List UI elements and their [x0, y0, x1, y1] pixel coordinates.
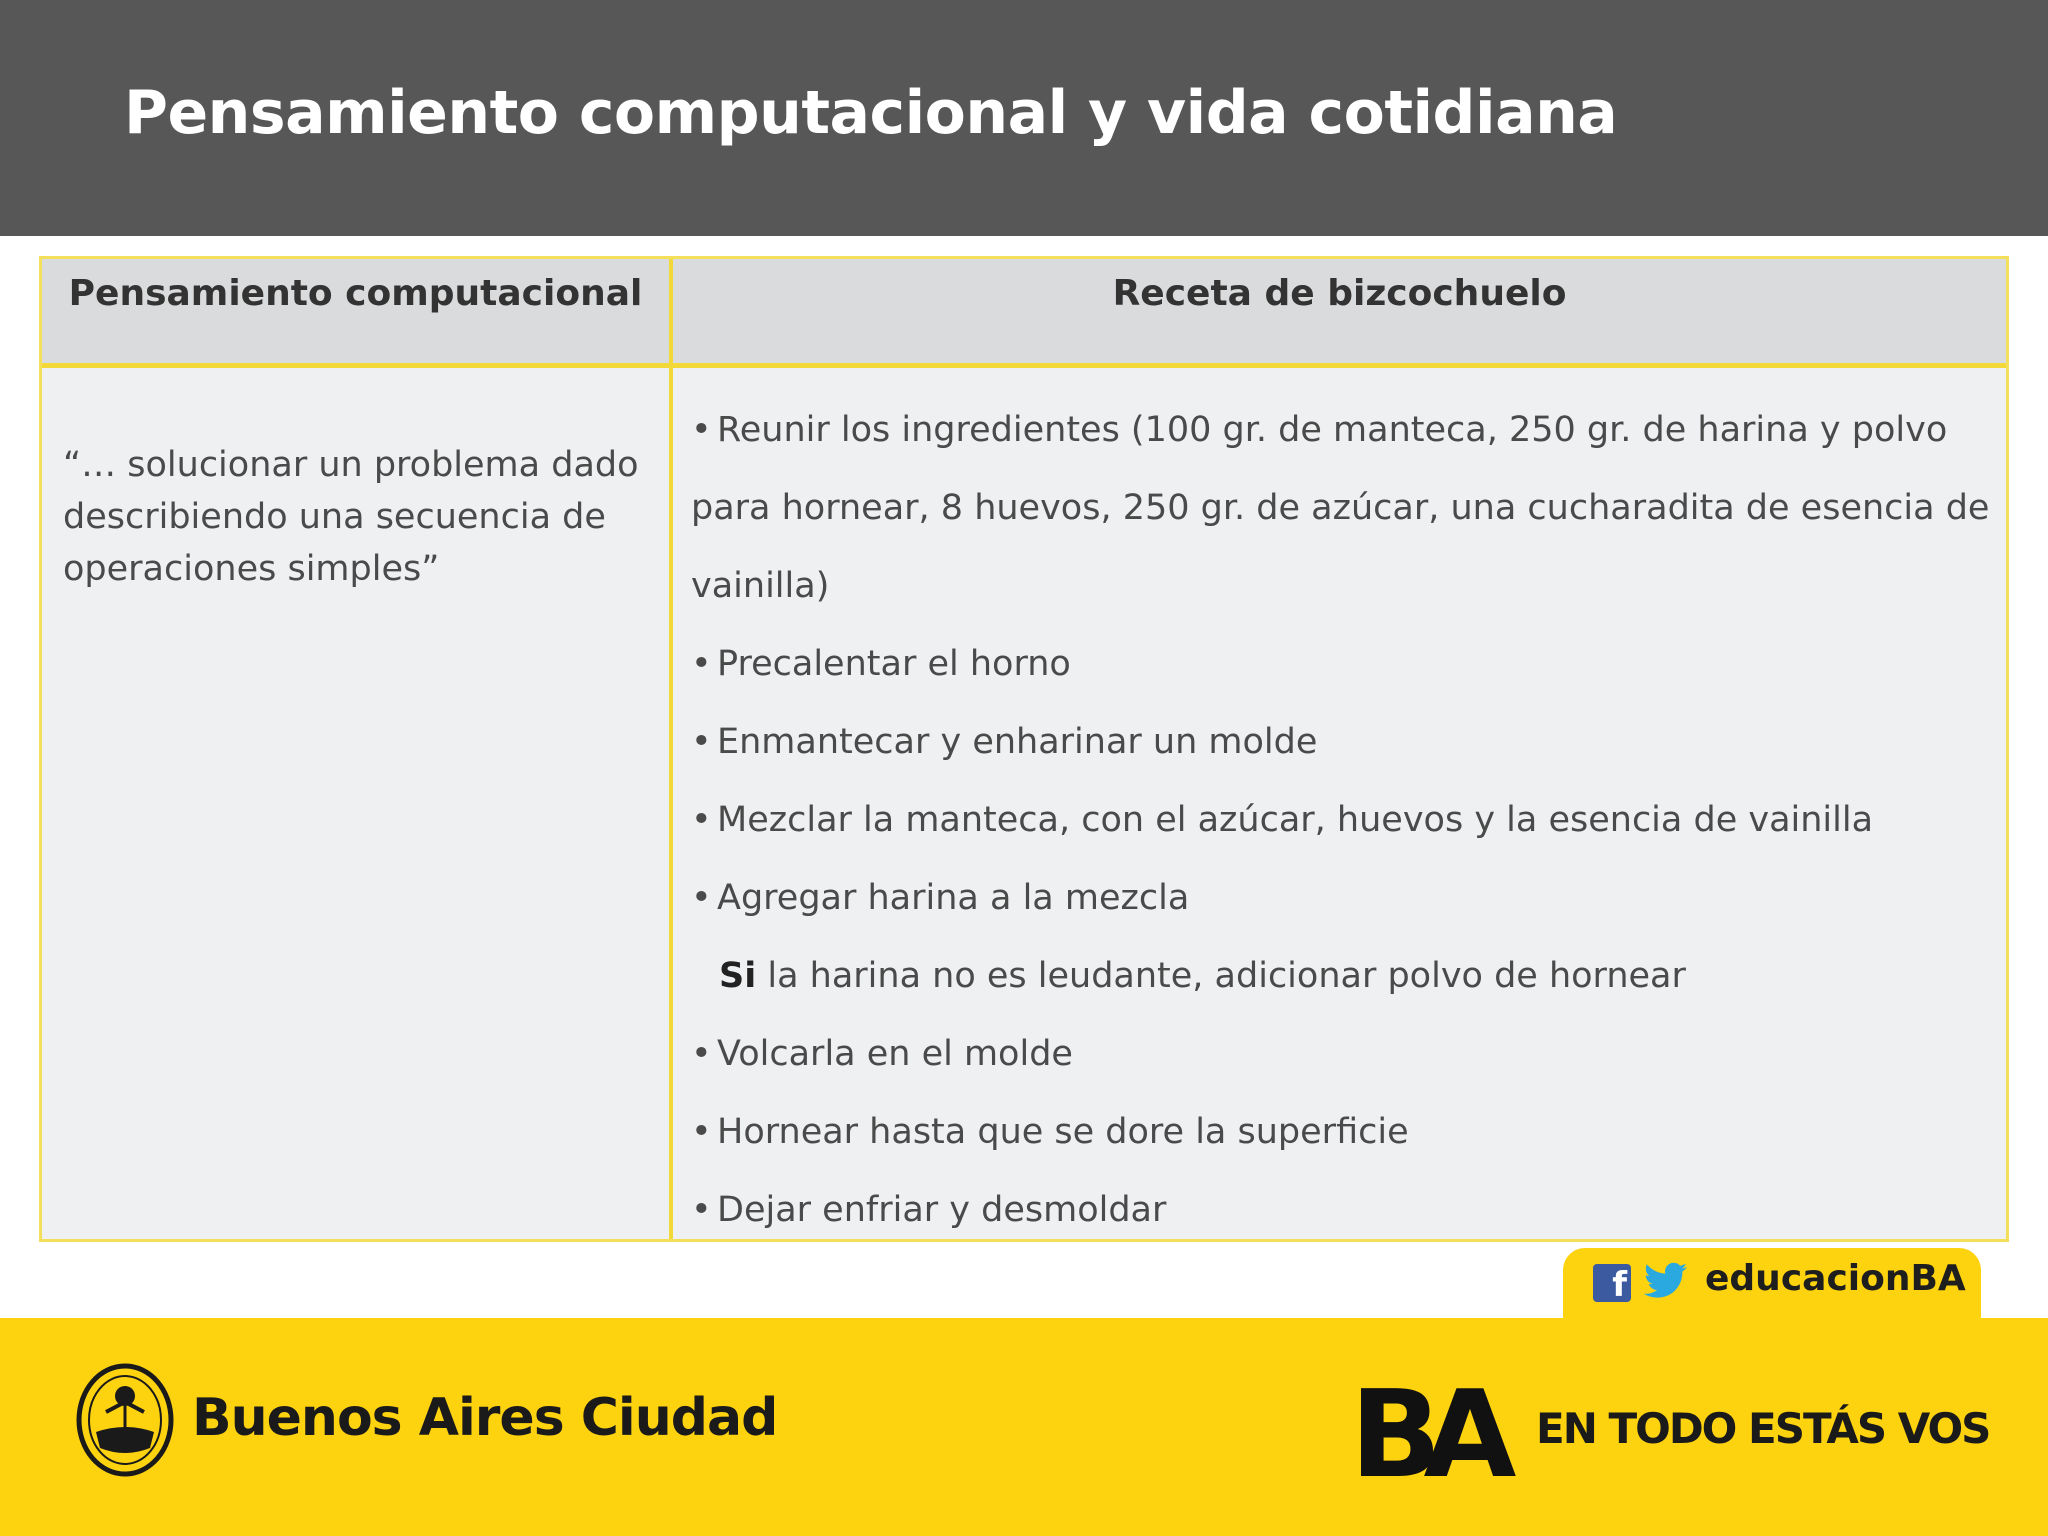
table-header-row — [42, 259, 2006, 368]
list-item: • Volcarla en el molde — [691, 1034, 1073, 1074]
list-item: • Reunir los ingredientes (100 gr. de manteca, 250 gr. de harina y polvo para hornear, 8 huevos, 250 gr. de azúcar, una cucharadita de esencia de vainilla) — [691, 410, 1990, 606]
recipe-steps-list — [691, 391, 1991, 1249]
list-item: • Hornear hasta que se dore la superficie — [691, 1112, 1409, 1152]
list-item: • Enmantecar y enharinar un molde — [691, 722, 1318, 762]
list-item: • Precalentar el horno — [691, 644, 1071, 684]
conditional-keyword: Si — [719, 956, 757, 996]
slide-header — [0, 0, 2048, 236]
twitter-icon[interactable] — [1643, 1262, 1689, 1302]
definition-quote: “… solucionar un problema dado describiendo una secuencia de operaciones simples” — [63, 445, 639, 589]
list-item: • Agregar harina a la mezcla — [691, 878, 1190, 918]
city-seal-icon — [76, 1362, 174, 1478]
slide-title: Pensamiento computacional y vida cotidiana — [124, 78, 1618, 148]
facebook-icon[interactable]: f — [1593, 1264, 1631, 1302]
ba-logo — [1350, 1380, 1526, 1488]
social-tab[interactable] — [1563, 1248, 1981, 1324]
column-divider — [669, 259, 673, 1239]
svg-text:BA: BA — [1350, 1380, 1499, 1488]
list-item: • Mezclar la manteca, con el azúcar, huevos y la esencia de vainilla — [691, 800, 1874, 840]
comparison-table — [39, 256, 2009, 1242]
conditional-step: Si la harina no es leudante, adicionar polvo de hornear — [719, 956, 1686, 996]
column-header-recipe: Receta de bizcochuelo — [1112, 273, 1567, 314]
column-header-computational-thinking: Pensamiento computacional — [68, 273, 643, 314]
slogan: EN TODO ESTÁS VOS — [1536, 1404, 1990, 1453]
social-handle: educacionBA — [1705, 1258, 1966, 1299]
organization-name: Buenos Aires Ciudad — [192, 1388, 778, 1448]
list-item: • Dejar enfriar y desmoldar — [691, 1190, 1167, 1230]
